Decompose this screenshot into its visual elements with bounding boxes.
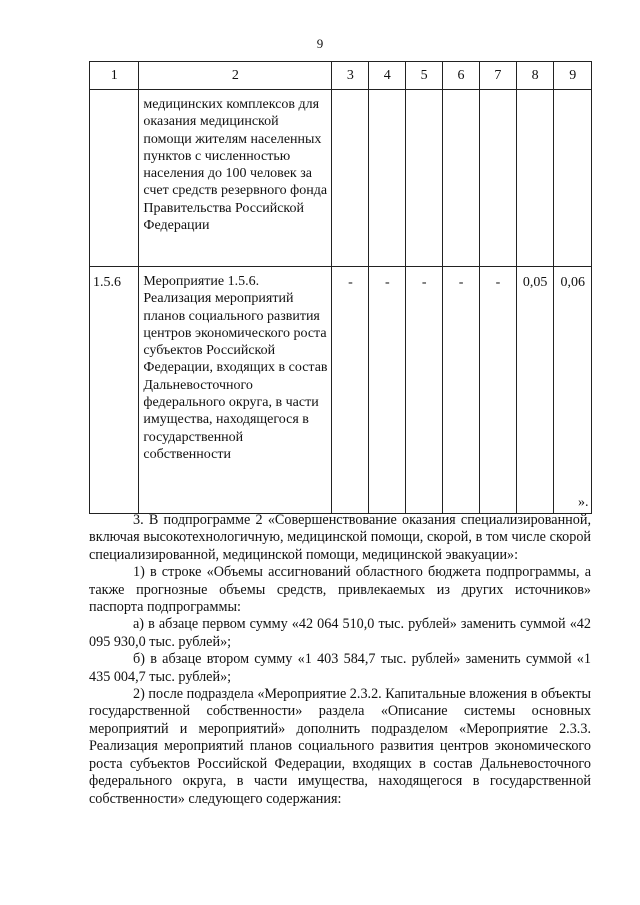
value-cell: 0,06	[554, 267, 592, 514]
header-cell: 4	[369, 62, 406, 90]
header-cell: 7	[479, 62, 516, 90]
row-measure-name: Мероприятие 1.5.6. Реализация мероприятий планов социального развития центров экономического роста субъектов Российской Федерации, входящих в состав Дальневосточного федерального округа, в части имущества, находящегося в государственной собственности	[139, 267, 332, 514]
value-cell	[332, 90, 369, 267]
measures-table	[89, 61, 592, 514]
value-cell	[516, 90, 554, 267]
page-number: 9	[316, 36, 324, 51]
table-row	[90, 90, 592, 267]
value-cell	[406, 90, 443, 267]
row-number	[90, 90, 139, 267]
header-cell: 2	[139, 62, 332, 90]
header-cell: 8	[516, 62, 554, 90]
paragraph: 3. В подпрограмме 2 «Совершенствование оказания специализированной, включая высокотехнологичную, медицинской помощи, скорой, в том числе скорой специализированной, медицинской помощи, медицинской эвакуации»:	[89, 512, 591, 563]
header-cell: 6	[443, 62, 480, 90]
table-closing-quote: ».	[578, 495, 589, 510]
value-cell: -	[406, 267, 443, 514]
document-body	[89, 512, 591, 808]
table-row	[90, 267, 592, 514]
value-cell	[369, 90, 406, 267]
value-cell	[479, 90, 516, 267]
value-cell: -	[369, 267, 406, 514]
header-cell: 9	[554, 62, 592, 90]
row-number: 1.5.6	[90, 267, 139, 514]
value-cell: -	[479, 267, 516, 514]
paragraph: 1) в строке «Объемы ассигнований областного бюджета подпрограммы, а также прогнозные объемы средств, привлекаемых из других источников» паспорта подпрограммы:	[89, 564, 591, 616]
value-cell	[443, 90, 480, 267]
row-measure-name: медицинских комплексов для оказания медицинской помощи жителям населенных пунктов с численностью населения до 100 человек за счет средств резервного фонда Правительства Российской Федерации	[139, 90, 332, 267]
paragraph: а) в абзаце первом сумму «42 064 510,0 тыс. рублей» заменить суммой «42 095 930,0 тыс. рублей»;	[89, 616, 591, 650]
value-cell: -	[443, 267, 480, 514]
header-cell: 3	[332, 62, 369, 90]
value-cell	[554, 90, 592, 267]
header-cell: 1	[90, 62, 139, 90]
paragraph: б) в абзаце втором сумму «1 403 584,7 тыс. рублей» заменить суммой «1 435 004,7 тыс. рублей»;	[89, 651, 591, 685]
value-cell: 0,05	[516, 267, 554, 514]
header-cell: 5	[406, 62, 443, 90]
table-header-row	[90, 62, 592, 90]
paragraph: 2) после подраздела «Мероприятие 2.3.2. Капитальные вложения в объекты государственной собственности» раздела «Описание системы основных мероприятий и мероприятий» дополнить подразделом «Мероприятие 2.3.3. Реализация мероприятий планов социального развития центров экономического роста субъектов Российской Федерации, входящих в состав Дальневосточного федерального округа, в части имущества, находящегося в государственной собственности» следующего содержания:	[89, 686, 591, 807]
value-cell: -	[332, 267, 369, 514]
